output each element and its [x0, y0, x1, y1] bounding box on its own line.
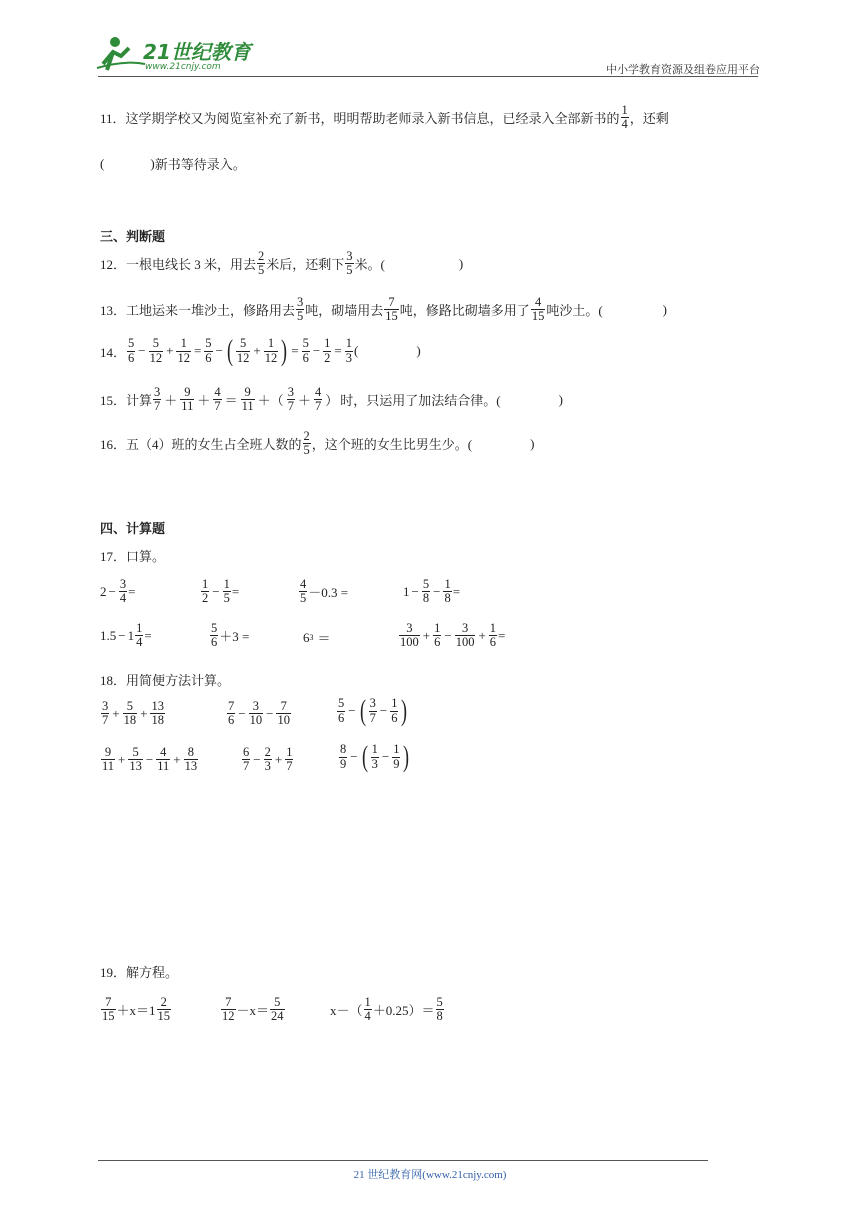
logo-text: 21世纪教育 [143, 40, 251, 64]
question-13: 13． 工地运来一堆沙土，修路用去 $\frac{3}{5}$ 吨，砌墙用去 $\frac{7}{15}$ 吨，修路比砌墙多用了 $\frac{4}{15}$ 吨沙土。( ) [100, 295, 667, 324]
simplify-calc-3: $\frac{5}{6}$ − ( $\frac{3}{7}$ − $\frac{1}{6}$ ) [338, 694, 408, 727]
footer-link[interactable]: 21 世纪教育网(www.21cnjy.com) [353, 1169, 507, 1181]
oral-calc-8: $\frac{3}{100}$ + $\frac{1}{6}$ − $\frac{3}{100}$ + $\frac{1}{6}$ = [400, 621, 506, 650]
question-16: 16． 五（4）班的女生占全班人数的 $\frac{2}{5}$ ，这个班的女生比男生少。( ) [100, 429, 535, 458]
simplify-calc-6: $\frac{8}{9}$ − ( $\frac{1}{3}$ − $\frac{1}{9}$ ) [340, 740, 410, 773]
simplify-calc-1: $\frac{3}{7}$ + $\frac{5}{18}$ + $\frac{13}{18}$ [102, 699, 164, 728]
fraction: $\frac{1}{4}$ [621, 103, 628, 132]
footer-divider [98, 1160, 708, 1161]
oral-calc-3: $\frac{4}{5}$ －0.3 = [300, 577, 349, 606]
equation-2: $\frac{7}{12}$ －x＝ $\frac{5}{24}$ [222, 995, 284, 1024]
equation-1: $\frac{7}{15}$ ＋x＝1 $\frac{2}{15}$ [102, 995, 171, 1024]
question-11-cont: ( ) 新书等待录入。 [100, 155, 246, 172]
question-12: 12． 一根电线长 3 米，用去 $\frac{2}{5}$ 米后，还剩下 $\frac{3}{5}$ 米。( ) [100, 249, 464, 278]
oral-calc-row-1: 2 − $\frac{3}{4}$ = [100, 577, 136, 606]
oral-calc-6: $\frac{5}{6}$ ＋3 = [211, 621, 250, 650]
section-title-judgement: 三、判断题 [100, 230, 166, 245]
logo-url: www.21cnjy.com [145, 62, 221, 72]
section-title-calculation: 四、计算题 [100, 522, 166, 537]
question-14: 14． $\frac{5}{6}$ − $\frac{5}{12}$ + $\frac{1}{12}$ = $\frac{5}{6}$ − ( $\frac{5}{12}$ + $\frac{1}{12}$ ) = $\frac{5}{6}$ − $\frac{1}{2}$ = $\frac{1}{3}$ ( ) [100, 334, 421, 367]
header-platform-text: 中小学教育资源及组卷应用平台 [606, 63, 760, 76]
simplify-calc-5: $\frac{6}{7}$ − $\frac{2}{3}$ + $\frac{1}{7}$ [243, 745, 293, 774]
oral-calc-row-2: 1.5 − 1 $\frac{1}{4}$ = [100, 621, 152, 650]
simplify-calc-2: $\frac{7}{6}$ − $\frac{3}{10}$ − $\frac{7}{10}$ [228, 699, 290, 728]
site-logo [95, 34, 260, 76]
question-17: 17． 口算。 [100, 549, 166, 564]
question-15: 15． 计算 $\frac{3}{7}$ ＋ $\frac{9}{11}$ ＋ $\frac{4}{7}$ ＝ $\frac{9}{11}$ ＋（ $\frac{3}{7}$ ＋ $\frac{4}{7}$ ） 时，只运用了加法结合律。( ) [100, 385, 563, 414]
question-18: 18． 用简便方法计算。 [100, 673, 231, 688]
question-19: 19． 解方程。 [100, 965, 179, 980]
question-11: 11． 这学期学校又为阅览室补充了新书，明明帮助老师录入新书信息，已经录入全部新书的 $\frac{1}{4}$ ，还剩 [100, 103, 669, 132]
oral-calc-2: $\frac{1}{2}$ − $\frac{1}{5}$ = [202, 577, 240, 606]
simplify-calc-4: $\frac{9}{11}$ + $\frac{5}{13}$ − $\frac{4}{11}$ + $\frac{8}{13}$ [102, 745, 198, 774]
equation-3: x－（ $\frac{1}{4}$ ＋0.25）＝ $\frac{5}{8}$ [330, 995, 443, 1024]
oral-calc-7: 6 3 ＝ [303, 629, 331, 646]
header-divider [98, 76, 758, 77]
oral-calc-4: 1 − $\frac{5}{8}$ − $\frac{1}{8}$ = [403, 577, 461, 606]
